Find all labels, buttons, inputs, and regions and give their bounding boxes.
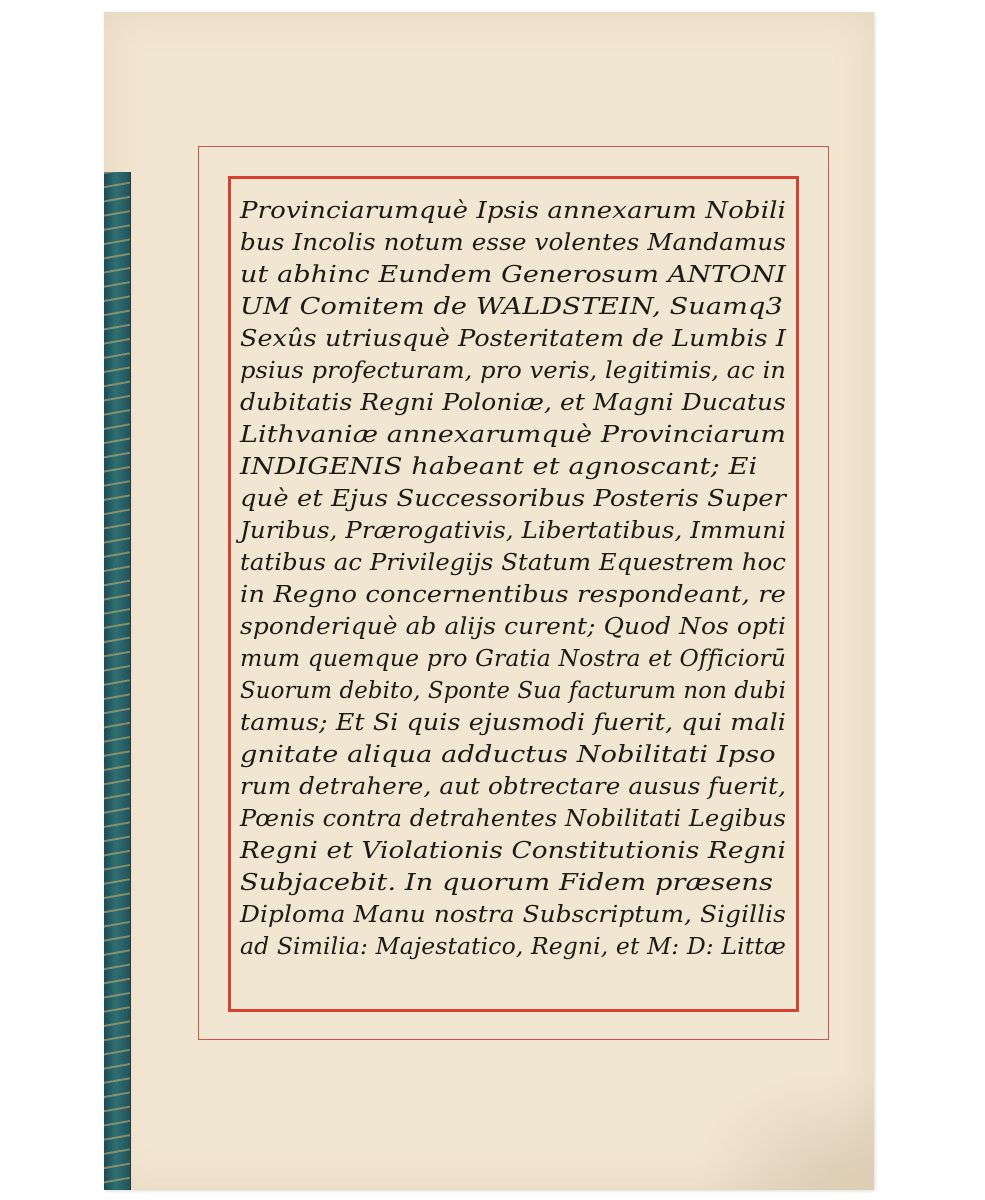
text-line: Lithvaniæ annexarumquè Provinciarum <box>240 422 786 448</box>
text-line: tatibus ac Privilegijs Statum Equestrem hoc <box>240 550 786 576</box>
text-line: bus Incolis notum esse volentes Mandamus <box>240 230 786 256</box>
text-line: Sexûs utriusquè Posteritatem de Lumbis I <box>240 326 786 352</box>
text-line: dubitatis Regni Poloniæ, et Magni Ducatus <box>240 390 786 416</box>
text-line: in Regno concernentibus respondeant, re <box>240 582 786 608</box>
text-line: Diploma Manu nostra Subscriptum, Sigillis <box>240 902 786 928</box>
binding-ribbon <box>104 172 131 1190</box>
text-line: gnitate aliqua adductus Nobilitati Ipso <box>240 742 776 768</box>
text-line: INDIGENIS habeant et agnoscant; Ei <box>240 454 758 480</box>
text-line: rum detrahere, aut obtrectare ausus fuerit, <box>240 774 786 800</box>
text-line: tamus; Et Si quis ejusmodi fuerit, qui mali <box>240 710 786 736</box>
text-line: Subjacebit. In quorum Fidem præsens <box>240 870 774 896</box>
text-line: sponderiquè ab alijs curent; Quod Nos opti <box>240 614 786 640</box>
text-line: ad Similia: Majestatico, Regni, et M: D: Littæ <box>240 934 786 960</box>
inner-rule-frame <box>228 176 799 1012</box>
text-line: Provinciarumquè Ipsis annexarum Nobili <box>240 198 786 224</box>
text-line: Juribus, Prærogativis, Libertatibus, Immuni <box>240 518 786 544</box>
manuscript-text <box>240 195 792 963</box>
text-line: Pœnis contra detrahentes Nobilitati Legibus <box>240 806 786 832</box>
text-line: Suorum debito, Sponte Sua facturum non dubi <box>240 678 786 704</box>
text-line: Regni et Violationis Constitutionis Regni <box>240 838 786 864</box>
text-line: què et Ejus Successoribus Posteris Super <box>240 486 786 512</box>
text-line: ut abhinc Eundem Generosum ANTONI <box>240 262 786 288</box>
text-line: psius profecturam, pro veris, legitimis, ac in <box>240 358 786 384</box>
text-line: UM Comitem de WALDSTEIN, Suamq3 <box>240 294 783 320</box>
text-line: mum quemque pro Gratia Nostra et Officiorū <box>240 646 786 672</box>
